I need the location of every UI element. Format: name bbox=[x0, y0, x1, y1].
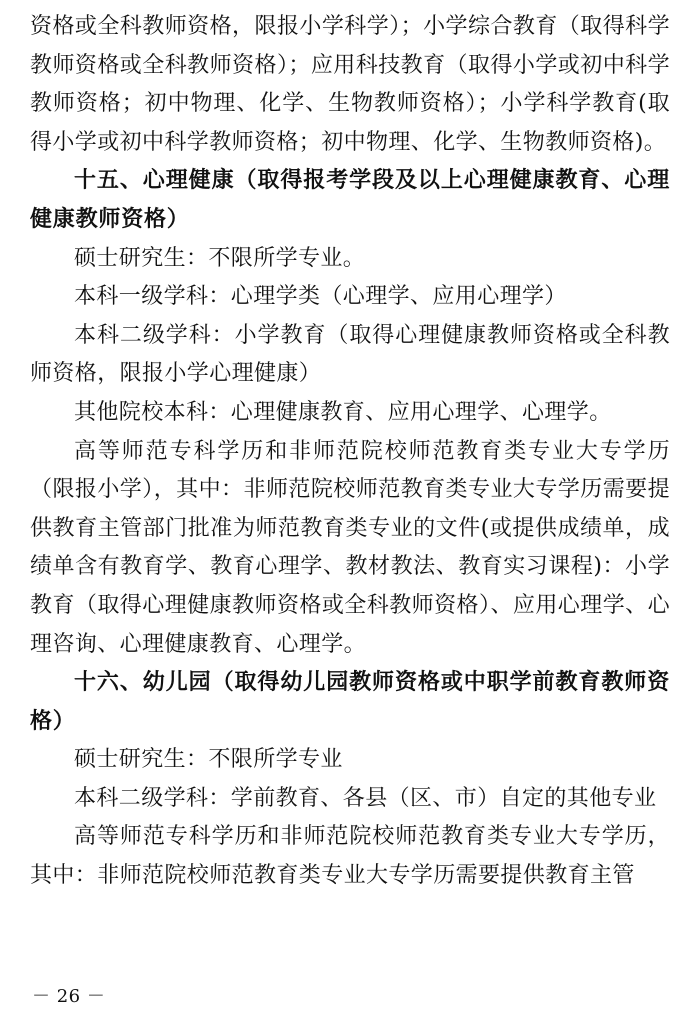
paragraph-mental-health-bachelor-level1: 本科一级学科：心理学类（心理学、应用心理学） bbox=[74, 284, 567, 310]
paragraph-kindergarten-bachelor-level2: 本科二级学科：学前教育、各县（区、市）自定的其他专业 bbox=[74, 785, 657, 811]
section-heading-kindergarten: 十六、幼儿园（取得幼儿园教师资格或中职学前教育教师资格） bbox=[30, 670, 670, 734]
paragraph-mental-health-masters: 硕士研究生：不限所学专业。 bbox=[74, 245, 366, 271]
page-number: － 26 － bbox=[32, 986, 106, 1007]
paragraph-kindergarten-masters: 硕士研究生：不限所学专业 bbox=[74, 747, 343, 773]
paragraph-mental-health-junior-college: 高等师范专科学历和非师范院校师范教育类专业大专学历（限报小学），其中：非师范院校师范教育类专业大专学历需要提供教育主管部门批准为师范教育类专业的文件(或提供成绩单，成绩单含有教育学、教育心理学、教材教法、教育实习课程)：小学教育（取得心理健康教师资格或全科教师资格）、应用心理学、心理咨询、心理健康教育、心理学。 bbox=[30, 438, 670, 657]
paragraph-mental-health-bachelor-level2: 本科二级学科：小学教育（取得心理健康教师资格或全科教师资格，限报小学心理健康） bbox=[30, 322, 670, 387]
document-body bbox=[30, 8, 670, 896]
section-heading-mental-health: 十五、心理健康（取得报考学段及以上心理健康教育、心理健康教师资格） bbox=[30, 168, 670, 232]
paragraph-mental-health-other-colleges: 其他院校本科：心理健康教育、应用心理学、心理学。 bbox=[74, 399, 612, 425]
paragraph-kindergarten-junior-college: 高等师范专科学历和非师范院校师范教育类专业大专学历，其中：非师范院校师范教育类专业大专学历需要提供教育主管 bbox=[30, 824, 670, 889]
paragraph-continued-majors: 资格或全科教师资格，限报小学科学）；小学综合教育（取得科学教师资格或全科教师资格）；应用科技教育（取得小学或初中科学教师资格；初中物理、化学、生物教师资格）；小学科学教育(取得小学或初中科学教师资格；初中物理、化学、生物教师资格)。 bbox=[30, 14, 670, 155]
